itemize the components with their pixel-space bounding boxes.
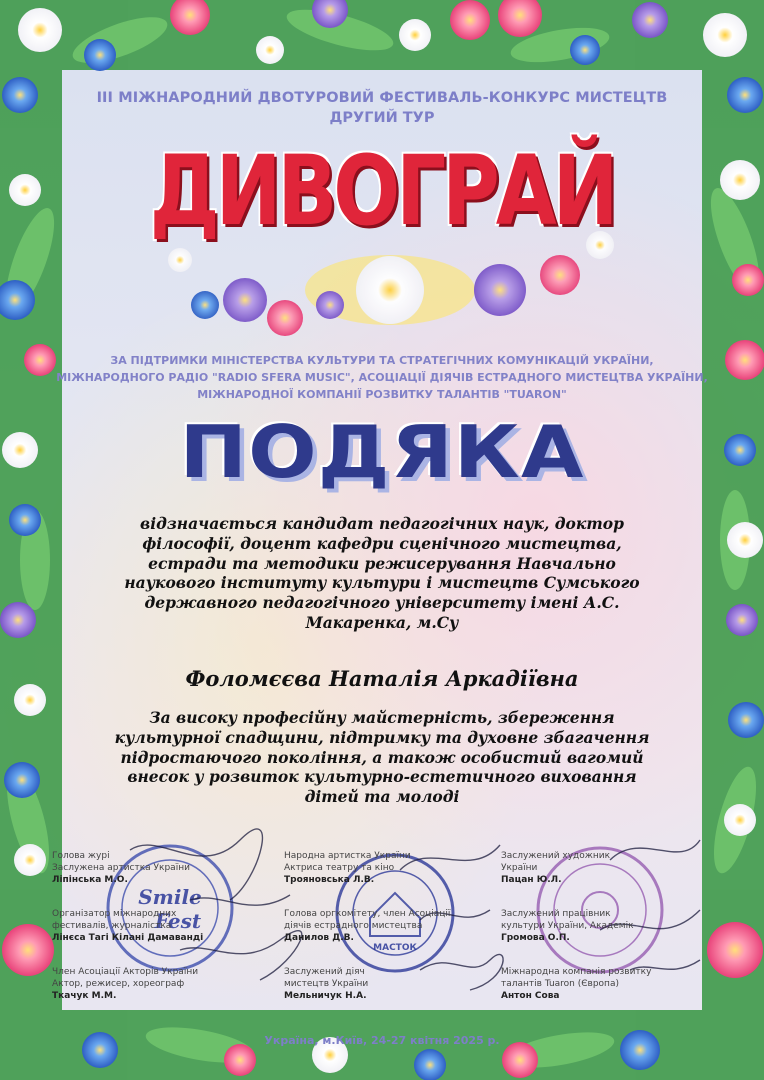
- document-title: ПОДЯКА: [179, 410, 585, 494]
- signatory: [501, 908, 634, 944]
- festival-header-line-2: ДРУГИЙ ТУР: [329, 110, 435, 126]
- signatory-name: Лінєса Тагі Кілані Дамаванді: [52, 933, 204, 943]
- signatory-role: Член Асоціації Акторів України: [52, 967, 199, 977]
- signatory: [284, 850, 411, 886]
- recipient-name: Фоломєєва Наталія Аркадіївна: [185, 666, 579, 691]
- description-line: наукового інституту культури і мистецтв Сумського: [124, 573, 640, 593]
- signatory-role: України: [501, 863, 538, 873]
- signatory-name: Пацан Ю.Л.: [501, 875, 562, 885]
- signatory: [284, 908, 450, 944]
- signatory-role: Актриса театру та кіно: [284, 863, 395, 873]
- description-line: естради та методики режисерування Навчально: [148, 553, 616, 573]
- signatory-name: Антон Сова: [501, 991, 560, 1001]
- signatory-role: фестивалів, журналістка: [52, 921, 172, 931]
- signatory-name: Трояновська Л.В.: [284, 875, 375, 885]
- citation-line: внесок у розвиток культурно-естетичного виховання: [127, 767, 637, 787]
- signatory-role: Заслужений діяч: [284, 967, 365, 977]
- signatory-name: Громова О.П.: [501, 933, 570, 943]
- signatory-name: Ліпінська М.О.: [52, 875, 128, 885]
- signatory-role: талантів Tuaron (Європа): [501, 979, 619, 989]
- signatory-role: діячів естрадного мистецтва: [284, 921, 423, 931]
- description-line: відзначається кандидат педагогічних наук, доктор: [140, 514, 624, 533]
- signatory-role: Заслужена артистка України: [52, 863, 190, 873]
- signatory: [501, 966, 651, 1002]
- description-line: державного педагогічного університету імені А.С.: [144, 593, 620, 613]
- citation-line: дітей та молоді: [304, 787, 460, 807]
- support-line: МІЖНАРОДНОЇ КОМПАНІЇ РОЗВИТКУ ТАЛАНТІВ "TUARON": [197, 388, 567, 401]
- signatory: [52, 850, 190, 886]
- festival-title: ДИВОГРАЙ: [149, 135, 615, 247]
- stamp-logo-bottom: Fest: [154, 909, 202, 933]
- citation-line: культурної спадщини, підтримку та духовне збагачення: [114, 727, 650, 747]
- signatory-role: Актор, режисер, хореограф: [52, 979, 185, 989]
- stamp-logo-top: Smile: [138, 885, 202, 909]
- signatory-name: Ткачук М.М.: [52, 991, 117, 1001]
- signatory-role: Заслужений художник: [501, 851, 611, 861]
- signatory-name: Данилов Д.В.: [284, 933, 354, 943]
- signatory-name: Мельничук Н.А.: [284, 991, 367, 1001]
- honoree-description: [110, 514, 654, 633]
- description-line: філософії, доцент кафедри сценічного мистецтва,: [142, 533, 622, 553]
- description-line: Макаренка, м.Су: [305, 612, 459, 632]
- support-text: [30, 352, 734, 403]
- signatory: [52, 908, 203, 944]
- signatory-role: Голова журі: [52, 851, 110, 861]
- citation-text: [110, 708, 654, 807]
- signatory: [52, 966, 198, 1002]
- signatory-role: культури України, Академік: [501, 921, 634, 931]
- festival-header-line-1: III МІЖНАРОДНИЙ ДВОТУРОВИЙ ФЕСТИВАЛЬ-КОНКУРС МИСТЕЦТВ: [96, 90, 668, 106]
- footer-location-date: Україна, м.Київ, 24-27 квітня 2025 р.: [264, 1034, 500, 1047]
- signatory: [501, 850, 610, 886]
- signatory: [284, 966, 368, 1002]
- stamp-label: МАСТОК: [373, 943, 417, 953]
- support-line: МІЖНАРОДНОГО РАДІО "RADIO SFERA MUSIC", АСОЦІАЦІЇ ДІЯЧІВ ЕСТРАДНОГО МИСТЕЦТВА УКРАЇНИ,: [56, 371, 708, 384]
- signatory-role: Міжнародна компанія розвитку: [501, 967, 652, 977]
- festival-title-area: [0, 135, 764, 265]
- signatory-role: Голова оргкомітету, член Асоціації: [284, 909, 451, 919]
- signatory-role: Народна артистка України: [284, 851, 411, 861]
- citation-line: За високу професійну майстерність, збереження: [149, 708, 615, 727]
- signatory-role: Організатор міжнародних: [52, 909, 177, 919]
- citation-line: підростаючого покоління, а також особистий вагомий: [120, 747, 644, 767]
- signatory-role: мистецтв України: [284, 979, 369, 989]
- support-line: ЗА ПІДТРИМКИ МІНІСТЕРСТВА КУЛЬТУРИ ТА СТРАТЕГІЧНИХ КОМУНІКАЦІЙ УКРАЇНИ,: [110, 354, 654, 367]
- signatory-role: Заслужений працівник: [501, 909, 611, 919]
